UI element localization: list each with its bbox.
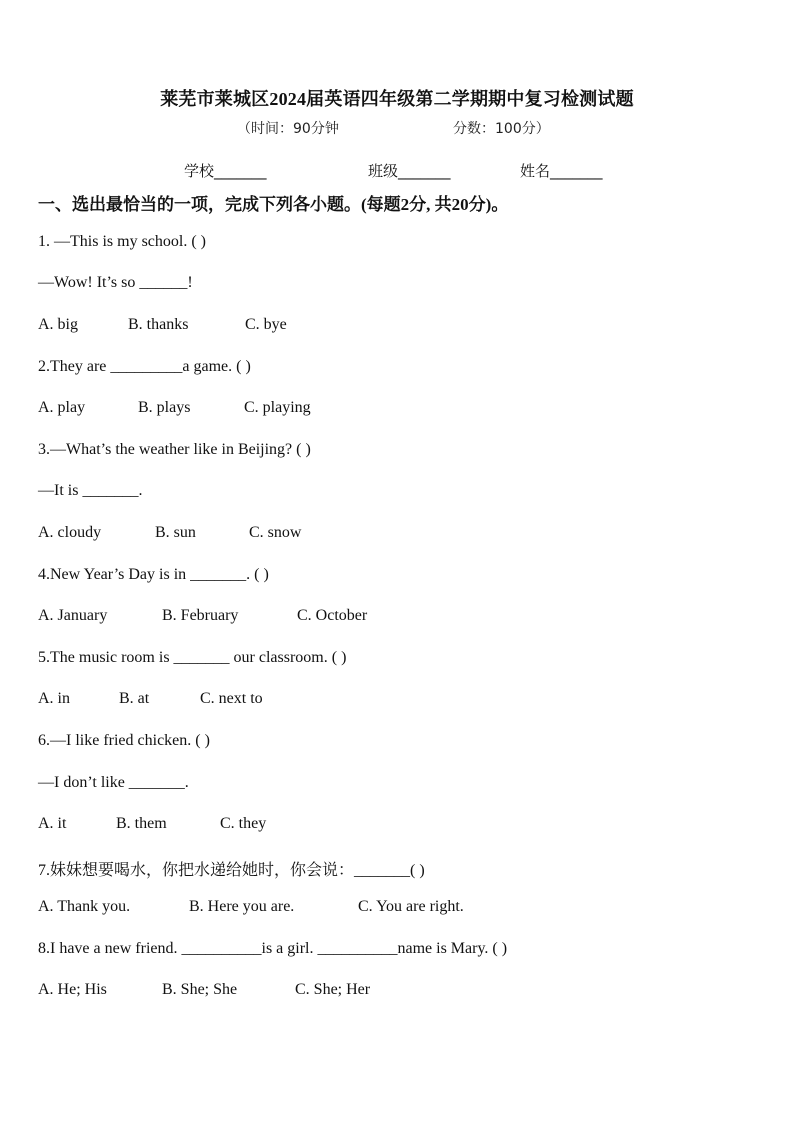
section-heading: 一、选出最恰当的一项，完成下列各小题。(每题2分, 共20分)。 <box>38 195 509 214</box>
question-3-stem: 3.—What’s the weather like in Beijing? ( ) <box>38 441 311 458</box>
option-c: C. October <box>297 607 368 624</box>
exam-title: 莱芜市莱城区2024届英语四年级第二学期期中复习检测试题 <box>160 89 634 109</box>
class-field: 班级_______ <box>368 162 451 180</box>
question-2-stem: 2.They are _________a game. ( ) <box>38 358 251 375</box>
school-field: 学校_______ <box>184 162 267 180</box>
question-5-stem: 5.The music room is _______ our classroom. ( ) <box>38 649 347 666</box>
option-a: A. January <box>38 607 108 624</box>
option-b: B. sun <box>155 524 196 541</box>
question-5-options <box>38 690 263 708</box>
question-6-stem: 6.—I like fried chicken. ( ) <box>38 732 210 749</box>
question-2-options <box>38 399 311 417</box>
question-7-options <box>38 898 464 916</box>
option-c: C. snow <box>249 524 302 541</box>
option-a: A. Thank you. <box>38 898 131 915</box>
question-1-options <box>38 316 287 334</box>
question-1-stem: 1. —This is my school. ( ) <box>38 233 206 250</box>
time-limit: （时间：90分钟 <box>237 121 339 137</box>
option-b: B. She; She <box>162 981 238 998</box>
option-b: B. plays <box>138 399 191 416</box>
question-1-stem-reply: —Wow! It’s so ______! <box>38 274 193 291</box>
option-a: A. He; His <box>38 981 107 998</box>
option-c: C. they <box>220 815 267 832</box>
question-8-options <box>38 981 370 999</box>
option-a: A. big <box>38 316 78 333</box>
option-c: C. She; Her <box>295 981 371 998</box>
question-6-options <box>38 815 266 833</box>
option-b: B. them <box>116 815 167 832</box>
question-3-stem-reply: —It is _______. <box>38 482 143 499</box>
option-b: B. February <box>162 607 239 624</box>
option-c: C. next to <box>200 690 263 707</box>
question-8-stem: 8.I have a new friend. __________is a girl. __________name is Mary. ( ) <box>38 940 508 957</box>
name-field: 姓名_______ <box>520 162 603 180</box>
option-b: B. at <box>119 690 150 707</box>
option-a: A. in <box>38 690 70 707</box>
option-c: C. You are right. <box>358 898 464 915</box>
question-4-options <box>38 607 367 625</box>
option-b: B. Here you are. <box>189 898 295 915</box>
option-a: A. play <box>38 399 86 416</box>
option-b: B. thanks <box>128 316 189 333</box>
question-6-stem-reply: —I don’t like _______. <box>38 774 189 791</box>
question-4-stem: 4.New Year’s Day is in _______. ( ) <box>38 566 269 583</box>
option-a: A. it <box>38 815 67 832</box>
question-3-options <box>38 524 301 542</box>
total-score: 分数：100分） <box>453 121 550 137</box>
question-7-stem: 7.妹妹想要喝水，你把水递给她时，你会说：_______( ) <box>38 862 425 879</box>
option-a: A. cloudy <box>38 524 102 541</box>
option-c: C. playing <box>244 399 311 416</box>
option-c: C. bye <box>245 316 287 333</box>
